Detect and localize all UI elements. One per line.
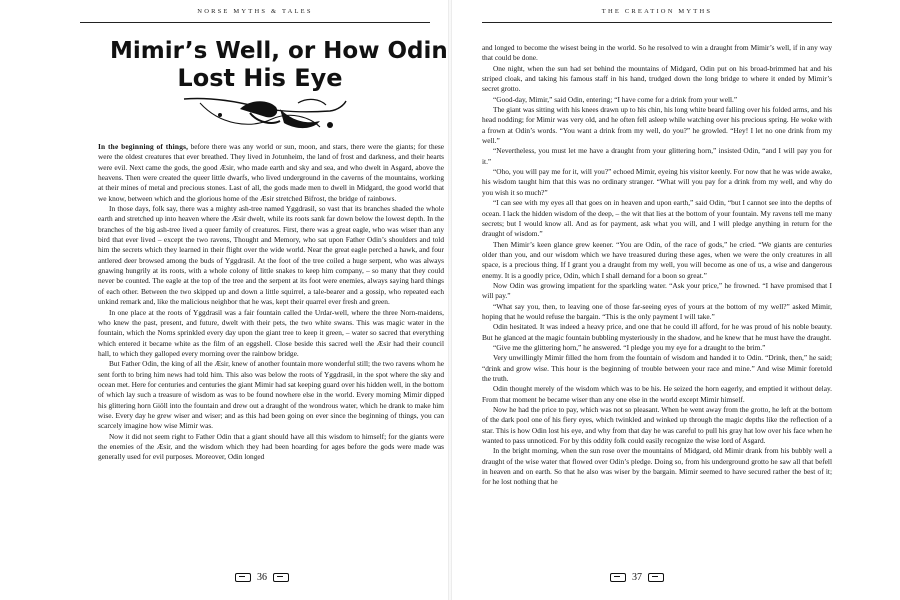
paragraph: Very unwillingly Mimir filled the horn from the fountain of wisdom and handed it to Odin. “Drink, then,” he said; “drink and grow wise. This hour is the beginning of trouble between your race and mine.” And wise Mimir foretold the truth. bbox=[482, 353, 832, 383]
paragraph: In those days, folk say, there was a mighty ash-tree named Yggdrasil, so vast that its branches shaded the whole earth and stretched up into heaven where the Æsir dwelt, while its roots sank far down below the lowest depth. In the branches of the big ash-tree lived a queer family of creatures. First, there was a great eagle, who was wiser than any bird that ever lived – except the two ravens, Thought and Memory, who sat upon Father Odin’s shoulders and told him the secrets which they learned in their flight over the wide world. Near the great eagle perched a hawk, and four antlered deer browsed among the buds of Yggdrasil. At the foot of the tree coiled a huge serpent, who was always gnawing hungrily at its roots, with a whole colony of little snakes to keep him company, – so many that they could never be counted. The eagle at the top of the tree and the serpent at its foot were enemies, always saying hard things of each other. Between the two skipped up and down a little squirrel, a tale-bearer and a gossip, who repeated each unkind remark and, like the malicious neighbor that he was, kept their quarrel ever fresh and green. bbox=[98, 204, 444, 307]
folio-ornament-icon bbox=[648, 573, 664, 582]
paragraph: “Nevertheless, you must let me have a draught from your glittering horn,” insisted Odin, “and I will pay you for it.” bbox=[482, 146, 832, 166]
lead-in-caps: In the beginning of things, bbox=[98, 142, 189, 151]
page-number-left bbox=[235, 572, 289, 583]
paragraph: “Oho, you will pay me for it, will you?” echoed Mimir, eyeing his visitor keenly. For now that he was wide awake, his wisdom taught him that this was no ordinary stranger. “What will you pay for a drink from my well, and why do you wish it so much?” bbox=[482, 167, 832, 197]
page-number: 36 bbox=[257, 572, 267, 583]
paragraph: and longed to become the wisest being in the world. So he resolved to win a draught from Mimir’s well, if in any way that could be done. bbox=[482, 43, 832, 63]
folio-ornament-icon bbox=[235, 573, 251, 582]
running-head-left: NORSE MYTHS & TALES bbox=[80, 0, 430, 23]
paragraph: Then Mimir’s keen glance grew keener. “You are Odin, of the race of gods,” he cried. “We giants are centuries older than you, and our wisdom which we have treasured during these ages, when we were the only creatures in all space, is a precious thing. If I grant you a draught from my well, you will become as one of us, a wise and dangerous enemy. It is a goodly price, Odin, which I shall demand for a boon so great.” bbox=[482, 239, 832, 280]
paragraph: In the bright morning, when the sun rose over the mountains of Midgard, old Mimir drank from his bubbly well a draught of the wise water that flowed over Odin’s pledge. Doing so, from his underground grotto he saw all that befell in heaven and on earth. So that he also was wiser by the bargain. Mimir seemed to have secured rather the best of it; for he lost nothing that he bbox=[482, 446, 832, 487]
paragraph: “Good-day, Mimir,” said Odin, entering; “I have come for a drink from your well.” bbox=[493, 94, 738, 104]
chapter-title-line-2: Lost His Eye bbox=[177, 64, 343, 92]
folio-ornament-icon bbox=[273, 573, 289, 582]
running-head-right: THE CREATION MYTHS bbox=[482, 0, 832, 23]
chapter-title bbox=[110, 38, 448, 92]
decorative-ornament-icon bbox=[180, 95, 350, 135]
paragraph: Odin thought merely of the wisdom which was to be his. He seized the horn eagerly, and emptied it without delay. From that moment he became wiser than any one else in the world except Mimir himself. bbox=[482, 384, 832, 404]
paragraph: “I can see with my eyes all that goes on in heaven and upon earth,” said Odin, “but I cannot see into the depths of ocean. I lack the hidden wisdom of the deep, – the wit that lies at the bottom of your fountain. My ravens tell me many secrets; but I would know all. And as for payment, ask what you will, and I will pledge anything in return for the draught of wisdom.” bbox=[482, 198, 832, 239]
paragraph: Now Odin was growing impatient for the sparkling water. “Ask your price,” he frowned. “I have promised that I will pay.” bbox=[482, 280, 832, 301]
paragraph: One night, when the sun had set behind the mountains of Midgard, Odin put on his broad-brimmed hat and his striped cloak, and taking his famous staff in his hand, trudged down the long bridge to where it ended by Mimir’s secret grotto. bbox=[482, 63, 832, 94]
left-page-text bbox=[98, 142, 444, 463]
page-number-right bbox=[610, 572, 664, 583]
right-page bbox=[450, 0, 900, 600]
paragraph: The giant was sitting with his knees drawn up to his chin, his long white beard falling over his folded arms, and his head nodding; for Mimir was very old, and he often fell asleep while watching over his precious spring. He woke with a frown at Odin’s words. “You want a drink from my well, do you?” he growled. “Hey! I let no one drink from my well.” bbox=[482, 105, 832, 146]
paragraph: “Give me the glittering horn,” he answered. “I pledge you my eye for a draught to the brim.” bbox=[493, 342, 766, 352]
paragraph: In one place at the roots of Yggdrasil was a fair fountain called the Urdar-well, where the three Norn-maidens, who knew the past, present, and future, dwelt with their pets, the two white swans. This was magic water in the fountain, which the Norns sprinkled every day upon the giant tree to keep it green, – water so sacred that everything which entered it became white as the film of an eggshell. Close beside this sacred well the Æsir had their council hall, to which they galloped every morning over the rainbow bridge. bbox=[98, 307, 444, 358]
paragraph: Now he had the price to pay, which was not so pleasant. When he went away from the grotto, he left at the bottom of the dark pool one of his fiery eyes, which twinkled and winked up through the magic depths like the reflection of a star. This is how Odin lost his eye, and why from that day he was careful to pull his gray hat low over his face when he wanted to pass unnoticed. For by this oddity folk could easily recognize the wise lord of Asgard. bbox=[482, 405, 832, 446]
paragraph: Now it did not seem right to Father Odin that a giant should have all this wisdom to himself; for the giants were the enemies of the Æsir, and the wisdom which they had been hoarding for ages before the gods were made was generally used for evil purposes. Moreover, Odin longed bbox=[98, 431, 444, 462]
paragraph: Odin hesitated. It was indeed a heavy price, and one that he could ill afford, for he was proud of his noble beauty. But he glanced at the magic fountain bubbling mysteriously in the shadow, and he knew that he must have the draught. bbox=[482, 322, 832, 342]
folio-ornament-icon bbox=[610, 573, 626, 582]
paragraph: In the beginning of things, before there was any world or sun, moon, and stars, there were the giants; for these were the oldest creatures that ever breathed. They lived in Jotunheim, the land of frost and darkness, and their hearts were evil. Next came the gods, the good Æsir, who made earth and sky and sea, and who dwelt in Asgard, above the heavens. Then were created the queer little dwarfs, who lived underground in the caverns of the mountains, working at their mines of metal and precious stones. Last of all, the gods made men to dwell in Midgard, the good world that we know, between which and the glorious home of the Æsir stretched Bifrost, the bridge of rainbows. bbox=[98, 142, 445, 203]
paragraph: “What say you, then, to leaving one of those far-seeing eyes of yours at the bottom of my well?” asked Mimir, hoping that he would refuse the bargain. “This is the only payment I will take.” bbox=[482, 301, 832, 321]
right-page-text bbox=[482, 43, 832, 488]
chapter-title-line-1: Mimir’s Well, or How Odin bbox=[110, 38, 448, 64]
page-number: 37 bbox=[632, 572, 642, 583]
paragraph: But Father Odin, the king of all the Æsir, knew of another fountain more wonderful still; the two ravens whom he sent forth to bring him news had told him. This also was below the roots of Yggdrasil, in the spot where the sky and ocean met. Here for centuries and centuries the giant Mimir had sat keeping guard over his hidden well, in the bottom of which lay such a treasure of wisdom as was to be found nowhere else in the world. Every morning Mimir dipped his glittering horn Giöll into the fountain and drew out a draught of the wondrous water, which he drank to make him wise. Every day he grew wiser and wiser; and as this had been going on ever since the beginning of things, you can scarcely imagine how wise Mimir was. bbox=[98, 359, 444, 431]
